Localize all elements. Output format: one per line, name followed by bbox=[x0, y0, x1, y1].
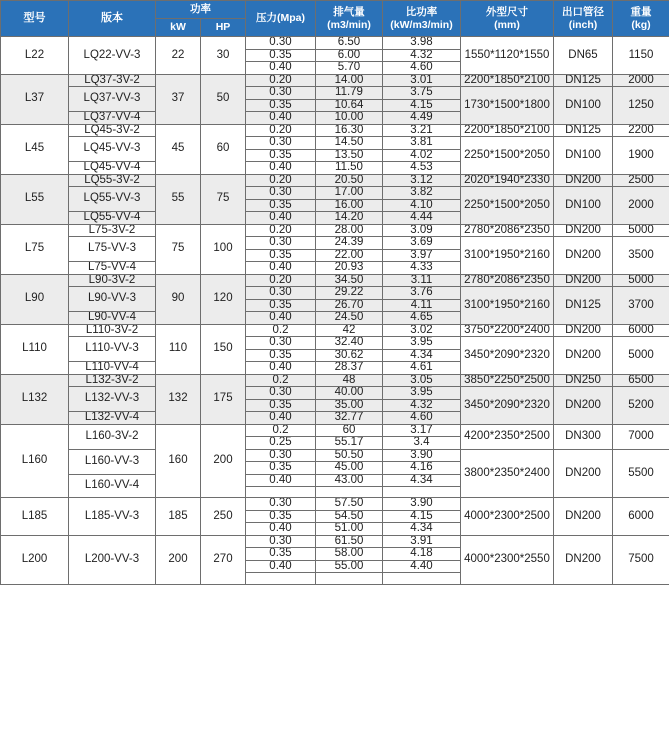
ratio-cell: 4.15 bbox=[383, 99, 461, 112]
ratio-cell: 4.60 bbox=[383, 62, 461, 75]
pressure-cell: 0.35 bbox=[246, 199, 316, 212]
hp-cell: 75 bbox=[201, 174, 246, 224]
dimension-cell: 3450*2090*2320 bbox=[461, 387, 554, 425]
dimension-cell: 3750*2200*2400 bbox=[461, 324, 554, 337]
weight-cell: 1150 bbox=[613, 37, 669, 75]
kw-cell: 90 bbox=[156, 274, 201, 324]
dimension-cell: 3100*1950*2160 bbox=[461, 237, 554, 275]
weight-cell: 3700 bbox=[613, 287, 669, 325]
hp-cell: 250 bbox=[201, 498, 246, 536]
ratio-cell: 3.01 bbox=[383, 74, 461, 87]
outlet-cell: DN200 bbox=[554, 535, 613, 584]
weight-cell: 1250 bbox=[613, 87, 669, 125]
outlet-cell: DN200 bbox=[554, 274, 613, 287]
weight-cell: 6000 bbox=[613, 324, 669, 337]
ratio-cell: 4.34 bbox=[383, 474, 461, 487]
pressure-cell: 0.40 bbox=[246, 560, 316, 573]
flow-cell: 55.17 bbox=[316, 437, 383, 450]
version-cell: LQ45-VV-4 bbox=[69, 162, 156, 175]
flow-cell: 55.00 bbox=[316, 560, 383, 573]
model-cell: L185 bbox=[1, 498, 69, 536]
table-row bbox=[1, 124, 669, 137]
flow-cell: 51.00 bbox=[316, 523, 383, 536]
ratio-cell: 4.15 bbox=[383, 510, 461, 523]
pressure-cell: 0.30 bbox=[246, 535, 316, 548]
outlet-cell: DN100 bbox=[554, 187, 613, 225]
flow-cell: 32.77 bbox=[316, 412, 383, 425]
ratio-cell: 3.95 bbox=[383, 337, 461, 350]
model-cell: L90 bbox=[1, 274, 69, 324]
outlet-cell: DN200 bbox=[554, 237, 613, 275]
pressure-cell: 0.40 bbox=[246, 212, 316, 225]
outlet-cell: DN200 bbox=[554, 224, 613, 237]
kw-cell: 200 bbox=[156, 535, 201, 584]
ratio-cell: 4.11 bbox=[383, 299, 461, 312]
pressure-cell: 0.35 bbox=[246, 510, 316, 523]
pressure-cell bbox=[246, 487, 316, 498]
ratio-cell: 4.33 bbox=[383, 262, 461, 275]
version-cell: L90-VV-4 bbox=[69, 312, 156, 325]
ratio-cell: 3.4 bbox=[383, 437, 461, 450]
flow-cell: 22.00 bbox=[316, 249, 383, 262]
version-cell: L75-VV-4 bbox=[69, 262, 156, 275]
hp-cell: 270 bbox=[201, 535, 246, 584]
pressure-cell: 0.30 bbox=[246, 387, 316, 400]
ratio-cell: 4.34 bbox=[383, 523, 461, 536]
pressure-cell: 0.40 bbox=[246, 474, 316, 487]
table-row bbox=[1, 187, 669, 200]
header-hp: HP bbox=[201, 19, 246, 37]
flow-cell: 57.50 bbox=[316, 498, 383, 511]
header-outlet-unit: (inch) bbox=[568, 18, 598, 31]
version-cell: LQ45-VV-3 bbox=[69, 137, 156, 162]
dimension-cell: 2250*1500*2050 bbox=[461, 137, 554, 175]
weight-cell: 6500 bbox=[613, 374, 669, 387]
pressure-cell: 0.40 bbox=[246, 162, 316, 175]
kw-cell: 75 bbox=[156, 224, 201, 274]
kw-cell: 22 bbox=[156, 37, 201, 75]
hp-cell: 200 bbox=[201, 424, 246, 498]
header-model: 型号 bbox=[1, 1, 69, 37]
ratio-cell: 3.82 bbox=[383, 187, 461, 200]
pressure-cell: 0.30 bbox=[246, 449, 316, 462]
flow-cell: 43.00 bbox=[316, 474, 383, 487]
flow-cell: 17.00 bbox=[316, 187, 383, 200]
dimension-cell: 2780*2086*2350 bbox=[461, 224, 554, 237]
pressure-cell: 0.30 bbox=[246, 37, 316, 50]
version-cell: LQ37-VV-3 bbox=[69, 87, 156, 112]
hp-cell: 175 bbox=[201, 374, 246, 424]
pressure-cell: 0.30 bbox=[246, 237, 316, 250]
flow-cell: 14.20 bbox=[316, 212, 383, 225]
header-weight bbox=[613, 1, 669, 37]
pressure-cell: 0.40 bbox=[246, 362, 316, 375]
ratio-cell: 3.11 bbox=[383, 274, 461, 287]
version-cell: LQ45-3V-2 bbox=[69, 124, 156, 137]
kw-cell: 185 bbox=[156, 498, 201, 536]
ratio-cell: 3.17 bbox=[383, 424, 461, 437]
flow-cell: 29.22 bbox=[316, 287, 383, 300]
flow-cell: 14.00 bbox=[316, 74, 383, 87]
header-flow bbox=[316, 1, 383, 37]
ratio-cell: 4.44 bbox=[383, 212, 461, 225]
outlet-cell: DN200 bbox=[554, 324, 613, 337]
version-cell: L132-VV-3 bbox=[69, 387, 156, 412]
table-row bbox=[1, 387, 669, 400]
table-row bbox=[1, 337, 669, 350]
pressure-cell: 0.2 bbox=[246, 374, 316, 387]
outlet-cell: DN300 bbox=[554, 424, 613, 449]
ratio-cell: 4.60 bbox=[383, 412, 461, 425]
model-cell: L37 bbox=[1, 74, 69, 124]
header-outlet bbox=[554, 1, 613, 37]
outlet-cell: DN125 bbox=[554, 287, 613, 325]
weight-cell: 6000 bbox=[613, 498, 669, 536]
pressure-cell: 0.35 bbox=[246, 49, 316, 62]
flow-cell: 34.50 bbox=[316, 274, 383, 287]
version-cell: L90-3V-2 bbox=[69, 274, 156, 287]
kw-cell: 110 bbox=[156, 324, 201, 374]
hp-cell: 150 bbox=[201, 324, 246, 374]
pressure-cell: 0.30 bbox=[246, 337, 316, 350]
flow-cell: 42 bbox=[316, 324, 383, 337]
flow-cell bbox=[316, 573, 383, 584]
ratio-cell: 3.98 bbox=[383, 37, 461, 50]
ratio-cell: 3.21 bbox=[383, 124, 461, 137]
flow-cell: 32.40 bbox=[316, 337, 383, 350]
header-outlet-label: 出口管径 bbox=[562, 6, 604, 18]
table-row bbox=[1, 449, 669, 462]
weight-cell: 7000 bbox=[613, 424, 669, 449]
dimension-cell: 4000*2300*2500 bbox=[461, 498, 554, 536]
version-cell: L160-VV-3 bbox=[69, 449, 156, 474]
model-cell: L132 bbox=[1, 374, 69, 424]
outlet-cell: DN100 bbox=[554, 137, 613, 175]
weight-cell: 2200 bbox=[613, 124, 669, 137]
flow-cell: 6.00 bbox=[316, 49, 383, 62]
weight-cell: 2000 bbox=[613, 74, 669, 87]
table-row bbox=[1, 87, 669, 100]
outlet-cell: DN200 bbox=[554, 337, 613, 375]
hp-cell: 50 bbox=[201, 74, 246, 124]
pressure-cell: 0.20 bbox=[246, 124, 316, 137]
dimension-cell: 2200*1850*2100 bbox=[461, 74, 554, 87]
flow-cell: 50.50 bbox=[316, 449, 383, 462]
model-cell: L110 bbox=[1, 324, 69, 374]
ratio-cell bbox=[383, 487, 461, 498]
model-cell: L200 bbox=[1, 535, 69, 584]
pressure-cell: 0.40 bbox=[246, 312, 316, 325]
outlet-cell: DN65 bbox=[554, 37, 613, 75]
header-ratio bbox=[383, 1, 461, 37]
pressure-cell: 0.40 bbox=[246, 112, 316, 125]
header-flow-label: 排气量 bbox=[333, 6, 365, 18]
outlet-cell: DN200 bbox=[554, 449, 613, 498]
outlet-cell: DN200 bbox=[554, 174, 613, 187]
pressure-cell bbox=[246, 573, 316, 584]
model-cell: L75 bbox=[1, 224, 69, 274]
flow-cell: 10.64 bbox=[316, 99, 383, 112]
ratio-cell: 4.18 bbox=[383, 548, 461, 561]
ratio-cell: 3.05 bbox=[383, 374, 461, 387]
flow-cell: 35.00 bbox=[316, 399, 383, 412]
flow-cell: 26.70 bbox=[316, 299, 383, 312]
version-cell: L90-VV-3 bbox=[69, 287, 156, 312]
ratio-cell: 3.90 bbox=[383, 449, 461, 462]
version-cell: L75-3V-2 bbox=[69, 224, 156, 237]
ratio-cell: 3.97 bbox=[383, 249, 461, 262]
version-cell: L132-3V-2 bbox=[69, 374, 156, 387]
model-cell: L22 bbox=[1, 37, 69, 75]
ratio-cell: 4.53 bbox=[383, 162, 461, 175]
dimension-cell: 1550*1120*1550 bbox=[461, 37, 554, 75]
header-dimension bbox=[461, 1, 554, 37]
ratio-cell: 3.91 bbox=[383, 535, 461, 548]
version-cell: LQ37-3V-2 bbox=[69, 74, 156, 87]
pressure-cell: 0.2 bbox=[246, 424, 316, 437]
flow-cell: 16.00 bbox=[316, 199, 383, 212]
dimension-cell: 2200*1850*2100 bbox=[461, 124, 554, 137]
pressure-cell: 0.20 bbox=[246, 274, 316, 287]
dimension-cell: 1730*1500*1800 bbox=[461, 87, 554, 125]
flow-cell: 58.00 bbox=[316, 548, 383, 561]
ratio-cell: 4.10 bbox=[383, 199, 461, 212]
version-cell: L160-VV-4 bbox=[69, 474, 156, 498]
weight-cell: 2000 bbox=[613, 187, 669, 225]
kw-cell: 160 bbox=[156, 424, 201, 498]
version-cell: L75-VV-3 bbox=[69, 237, 156, 262]
flow-cell: 45.00 bbox=[316, 462, 383, 475]
pressure-cell: 0.35 bbox=[246, 299, 316, 312]
outlet-cell: DN250 bbox=[554, 374, 613, 387]
ratio-cell: 3.12 bbox=[383, 174, 461, 187]
outlet-cell: DN125 bbox=[554, 74, 613, 87]
table-row bbox=[1, 74, 669, 87]
version-cell: L110-VV-3 bbox=[69, 337, 156, 362]
ratio-cell: 4.32 bbox=[383, 49, 461, 62]
pressure-cell: 0.30 bbox=[246, 287, 316, 300]
pressure-cell: 0.25 bbox=[246, 437, 316, 450]
table-row bbox=[1, 498, 669, 511]
pressure-cell: 0.30 bbox=[246, 498, 316, 511]
ratio-cell: 4.32 bbox=[383, 399, 461, 412]
weight-cell: 1900 bbox=[613, 137, 669, 175]
weight-cell: 3500 bbox=[613, 237, 669, 275]
table-row bbox=[1, 324, 669, 337]
pressure-cell: 0.40 bbox=[246, 62, 316, 75]
outlet-cell: DN100 bbox=[554, 87, 613, 125]
header-dim-unit: (mm) bbox=[494, 18, 520, 31]
model-cell: L55 bbox=[1, 174, 69, 224]
dimension-cell: 3850*2250*2500 bbox=[461, 374, 554, 387]
dimension-cell: 3800*2350*2400 bbox=[461, 449, 554, 498]
version-cell: LQ55-VV-3 bbox=[69, 187, 156, 212]
ratio-cell: 4.40 bbox=[383, 560, 461, 573]
flow-cell: 30.62 bbox=[316, 349, 383, 362]
outlet-cell: DN200 bbox=[554, 498, 613, 536]
pressure-cell: 0.20 bbox=[246, 74, 316, 87]
table-row bbox=[1, 274, 669, 287]
table-row bbox=[1, 37, 669, 50]
ratio-cell: 4.65 bbox=[383, 312, 461, 325]
flow-cell: 13.50 bbox=[316, 149, 383, 162]
flow-cell bbox=[316, 487, 383, 498]
pressure-cell: 0.35 bbox=[246, 462, 316, 475]
header-version: 版本 bbox=[69, 1, 156, 37]
pressure-cell: 0.40 bbox=[246, 412, 316, 425]
pressure-cell: 0.40 bbox=[246, 523, 316, 536]
ratio-cell: 3.95 bbox=[383, 387, 461, 400]
ratio-cell: 4.34 bbox=[383, 349, 461, 362]
header-flow-unit: (m3/min) bbox=[327, 18, 371, 31]
pressure-cell: 0.30 bbox=[246, 187, 316, 200]
kw-cell: 37 bbox=[156, 74, 201, 124]
outlet-cell: DN200 bbox=[554, 387, 613, 425]
kw-cell: 132 bbox=[156, 374, 201, 424]
table-row bbox=[1, 287, 669, 300]
ratio-cell: 4.61 bbox=[383, 362, 461, 375]
table-row bbox=[1, 174, 669, 187]
version-cell: LQ55-3V-2 bbox=[69, 174, 156, 187]
pressure-cell: 0.2 bbox=[246, 324, 316, 337]
ratio-cell: 4.02 bbox=[383, 149, 461, 162]
table-row bbox=[1, 237, 669, 250]
pressure-cell: 0.20 bbox=[246, 174, 316, 187]
header-kw: kW bbox=[156, 19, 201, 37]
pressure-cell: 0.30 bbox=[246, 137, 316, 150]
pressure-cell: 0.35 bbox=[246, 349, 316, 362]
pressure-cell: 0.35 bbox=[246, 399, 316, 412]
pressure-cell: 0.35 bbox=[246, 249, 316, 262]
flow-cell: 54.50 bbox=[316, 510, 383, 523]
pressure-cell: 0.35 bbox=[246, 149, 316, 162]
ratio-cell: 3.69 bbox=[383, 237, 461, 250]
ratio-cell: 3.76 bbox=[383, 287, 461, 300]
weight-cell: 5000 bbox=[613, 224, 669, 237]
ratio-cell: 4.49 bbox=[383, 112, 461, 125]
flow-cell: 14.50 bbox=[316, 137, 383, 150]
ratio-cell: 3.75 bbox=[383, 87, 461, 100]
dimension-cell: 2250*1500*2050 bbox=[461, 187, 554, 225]
version-cell: L110-3V-2 bbox=[69, 324, 156, 337]
header-weight-unit: (kg) bbox=[631, 18, 651, 31]
flow-cell: 16.30 bbox=[316, 124, 383, 137]
flow-cell: 40.00 bbox=[316, 387, 383, 400]
dimension-cell: 3100*1950*2160 bbox=[461, 287, 554, 325]
pressure-cell: 0.40 bbox=[246, 262, 316, 275]
flow-cell: 61.50 bbox=[316, 535, 383, 548]
ratio-cell: 3.02 bbox=[383, 324, 461, 337]
model-cell: L45 bbox=[1, 124, 69, 174]
table-row bbox=[1, 374, 669, 387]
weight-cell: 5500 bbox=[613, 449, 669, 498]
weight-cell: 5000 bbox=[613, 274, 669, 287]
version-cell: LQ22-VV-3 bbox=[69, 37, 156, 75]
pressure-cell: 0.20 bbox=[246, 224, 316, 237]
flow-cell: 28.37 bbox=[316, 362, 383, 375]
weight-cell: 5200 bbox=[613, 387, 669, 425]
kw-cell: 55 bbox=[156, 174, 201, 224]
flow-cell: 11.50 bbox=[316, 162, 383, 175]
header-weight-label: 重量 bbox=[630, 6, 652, 18]
flow-cell: 20.93 bbox=[316, 262, 383, 275]
flow-cell: 24.50 bbox=[316, 312, 383, 325]
table-row bbox=[1, 137, 669, 150]
weight-cell: 5000 bbox=[613, 337, 669, 375]
model-cell: L160 bbox=[1, 424, 69, 498]
dimension-cell: 2780*2086*2350 bbox=[461, 274, 554, 287]
dimension-cell: 4000*2300*2550 bbox=[461, 535, 554, 584]
flow-cell: 20.50 bbox=[316, 174, 383, 187]
dimension-cell: 4200*2350*2500 bbox=[461, 424, 554, 449]
dimension-cell: 3450*2090*2320 bbox=[461, 337, 554, 375]
table-row bbox=[1, 535, 669, 548]
hp-cell: 30 bbox=[201, 37, 246, 75]
kw-cell: 45 bbox=[156, 124, 201, 174]
header-ratio-label: 比功率 bbox=[405, 6, 438, 18]
weight-cell: 7500 bbox=[613, 535, 669, 584]
hp-cell: 100 bbox=[201, 224, 246, 274]
header-pressure: 压力(Mpa) bbox=[246, 1, 316, 37]
hp-cell: 60 bbox=[201, 124, 246, 174]
flow-cell: 10.00 bbox=[316, 112, 383, 125]
flow-cell: 48 bbox=[316, 374, 383, 387]
outlet-cell: DN125 bbox=[554, 124, 613, 137]
flow-cell: 11.79 bbox=[316, 87, 383, 100]
table-body bbox=[1, 37, 669, 585]
hp-cell: 120 bbox=[201, 274, 246, 324]
flow-cell: 5.70 bbox=[316, 62, 383, 75]
header-dim-label: 外型尺寸 bbox=[486, 6, 528, 18]
ratio-cell: 3.90 bbox=[383, 498, 461, 511]
version-cell: LQ37-VV-4 bbox=[69, 112, 156, 125]
flow-cell: 60 bbox=[316, 424, 383, 437]
flow-cell: 6.50 bbox=[316, 37, 383, 50]
flow-cell: 24.39 bbox=[316, 237, 383, 250]
table-row bbox=[1, 424, 669, 437]
header-power: 功率 bbox=[156, 1, 246, 19]
header-ratio-unit: (kW/m3/min) bbox=[390, 18, 453, 31]
pressure-cell: 0.35 bbox=[246, 548, 316, 561]
version-cell: L200-VV-3 bbox=[69, 535, 156, 584]
ratio-cell bbox=[383, 573, 461, 584]
pressure-cell: 0.35 bbox=[246, 99, 316, 112]
version-cell: L132-VV-4 bbox=[69, 412, 156, 425]
dimension-cell: 2020*1940*2330 bbox=[461, 174, 554, 187]
pressure-cell: 0.30 bbox=[246, 87, 316, 100]
table-row bbox=[1, 224, 669, 237]
flow-cell: 28.00 bbox=[316, 224, 383, 237]
version-cell: L160-3V-2 bbox=[69, 424, 156, 449]
version-cell: L185-VV-3 bbox=[69, 498, 156, 536]
ratio-cell: 3.09 bbox=[383, 224, 461, 237]
ratio-cell: 4.16 bbox=[383, 462, 461, 475]
ratio-cell: 3.81 bbox=[383, 137, 461, 150]
version-cell: LQ55-VV-4 bbox=[69, 212, 156, 225]
version-cell: L110-VV-4 bbox=[69, 362, 156, 375]
weight-cell: 2500 bbox=[613, 174, 669, 187]
